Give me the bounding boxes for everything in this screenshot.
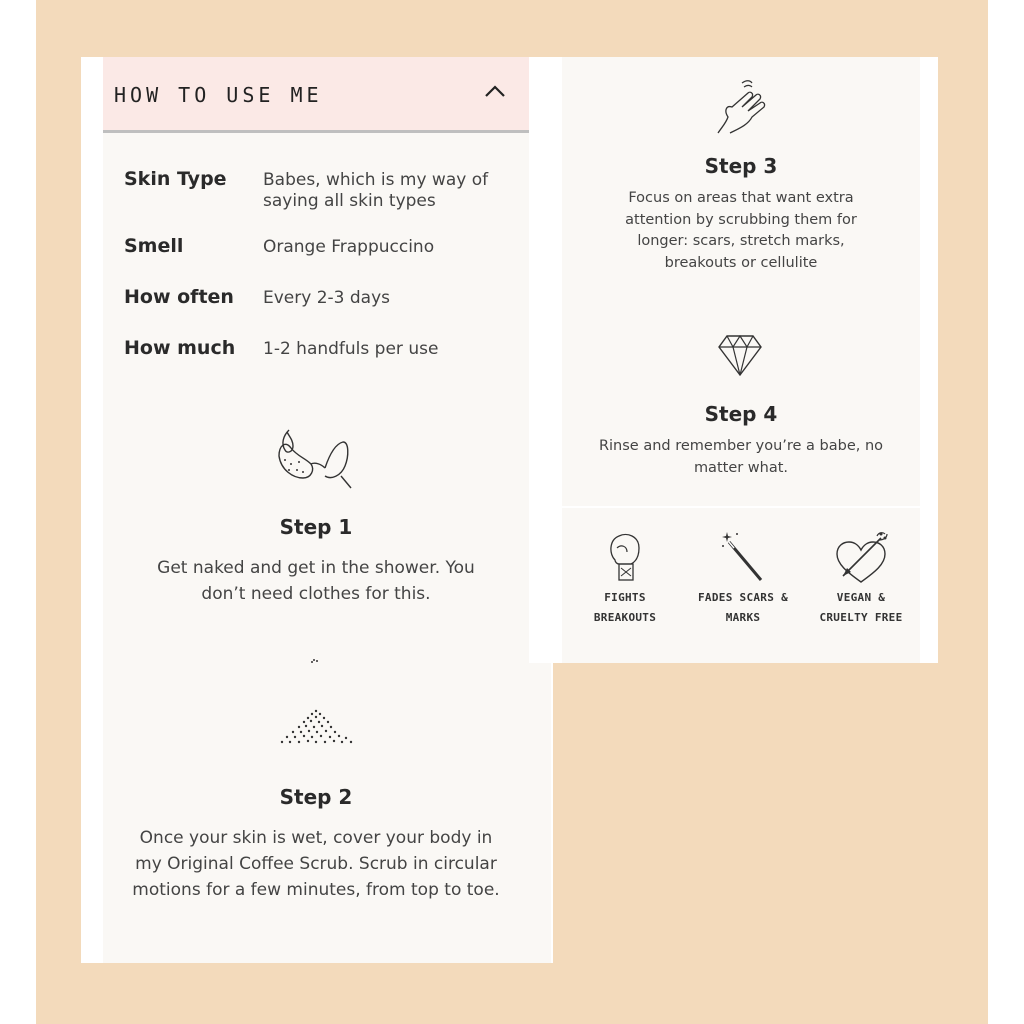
feature-fights-breakouts bbox=[565, 530, 685, 628]
right-card bbox=[529, 57, 938, 663]
boxing-glove-icon bbox=[605, 530, 645, 588]
bra-icon bbox=[275, 426, 355, 492]
step-2-title: Step 2 bbox=[279, 785, 353, 809]
heart-arrow-icon bbox=[833, 530, 889, 588]
feature-label-line-2: BREAKOUTS bbox=[593, 611, 657, 624]
step-3-title: Step 3 bbox=[704, 154, 778, 178]
left-card bbox=[81, 57, 553, 963]
step-4-text: Rinse and remember you’re a babe, no matter what. bbox=[598, 438, 884, 476]
coffee-grounds-icon bbox=[278, 657, 358, 749]
attribute-value: Babes, which is my way of saying all skin types bbox=[263, 170, 489, 211]
accordion-title: HOW TO USE ME bbox=[114, 83, 323, 107]
attribute-value: Orange Frappuccino bbox=[263, 237, 435, 257]
feature-label-line-1: FIGHTS bbox=[604, 591, 646, 604]
feature-label-line-1: FADES SCARS & bbox=[698, 591, 788, 604]
magic-wand-icon bbox=[721, 530, 765, 588]
feature-vegan-cruelty-free bbox=[801, 530, 921, 628]
feature-fades-scars bbox=[683, 530, 803, 628]
step-1-text: Get naked and get in the shower. You don’t need clothes for this. bbox=[157, 558, 475, 604]
chevron-up-icon[interactable] bbox=[483, 81, 507, 101]
attribute-value: Every 2-3 days bbox=[263, 288, 391, 308]
accordion-header[interactable] bbox=[103, 57, 529, 133]
attribute-key: Skin Type bbox=[124, 168, 227, 190]
attribute-value: 1-2 handfuls per use bbox=[263, 339, 439, 359]
feature-label-line-2: MARKS bbox=[725, 611, 761, 624]
hand-wave-icon bbox=[712, 77, 772, 139]
diamond-icon bbox=[717, 333, 763, 377]
attribute-key: Smell bbox=[124, 235, 184, 257]
steps-continued-section bbox=[562, 57, 920, 663]
how-to-use-section bbox=[103, 57, 551, 963]
step-1-title: Step 1 bbox=[279, 515, 353, 539]
step-3-text: Focus on areas that want extra attention by scrubbing them for longer: scars, stretch marks, breakouts or cellulite bbox=[625, 190, 857, 271]
attribute-key: How much bbox=[124, 337, 236, 359]
attribute-key: How often bbox=[124, 286, 234, 308]
section-divider bbox=[562, 506, 920, 508]
feature-label-line-1: VEGAN & bbox=[836, 591, 886, 604]
step-4-title: Step 4 bbox=[704, 402, 778, 426]
step-2-text: Once your skin is wet, cover your body in my Original Coffee Scrub. Scrub in circular motions for a few minutes, from top to toe. bbox=[132, 828, 500, 900]
feature-label-line-2: CRUELTY FREE bbox=[819, 611, 903, 624]
